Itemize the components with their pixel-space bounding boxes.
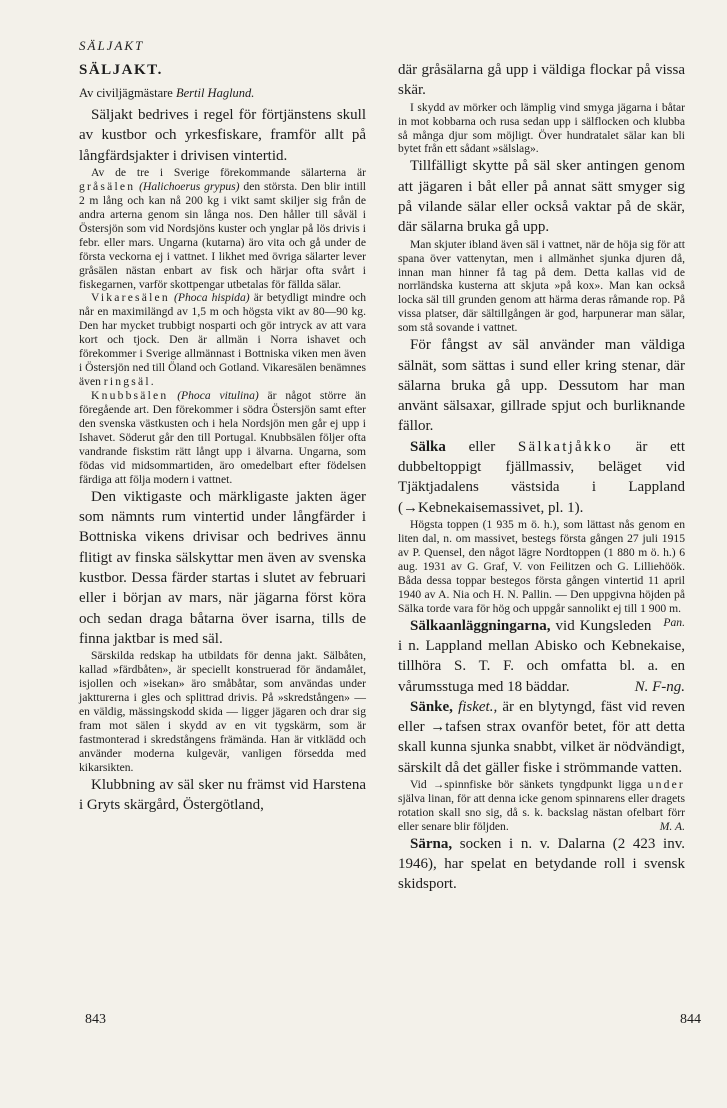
- sanke-category: fisket.,: [458, 698, 498, 715]
- byline: [79, 85, 366, 101]
- skjuter-paragraph: Man skjuter ibland även säl i vattnet, när de höja sig för att spana över vattenytan, men i allmänhet sjunka djuren då, innan man hinner få tag på dem. Detta kallas vid de norrländska kusterna att skjuta »på kox». Man kan också locka säl till grunden genom att härma deras råmande rop. På vissa platser, där sältillgången är god, harpunerar man sälar, som stå sovande i vattnet.: [398, 237, 685, 335]
- salkaanlaggningarna-signature: N. F-ng.: [634, 678, 685, 695]
- vikaresalen-paragraph: [79, 291, 366, 389]
- sanke-term: Sänke,: [410, 698, 453, 715]
- grasalen-latin: (Halichoerus grypus): [139, 179, 240, 193]
- salka-term: Sälka: [410, 438, 446, 455]
- left-column: [79, 62, 366, 815]
- page-number-right: 844: [680, 1012, 701, 1027]
- intro-paragraph: Säljakt bedrives i regel för förtjänstens skull av kustbor och yrkesfiskare, framför allt på långfärdsjakter i drivisen vintertid.: [79, 107, 366, 164]
- sanke-text: är en blytyngd, fäst vid reven eller →tafsen strax ovanför betet, för att detta skall kunna sjunka snabbt, vilket är nödvändigt, särskilt då det gäller fiske i strömmande vatten.: [398, 698, 685, 776]
- sanke-detail: [398, 778, 685, 834]
- running-head: SÄLJAKT: [79, 38, 145, 53]
- salka-signature: Pan.: [663, 615, 685, 629]
- grasalen-text: den största. Den blir intill 2 m lång och kan nå 200 kg i vikt samt skiljer sig från de andra arterna genom sin långa nos. Den håller till såväl i Östersjön som vid Nordsjöns kuster och ynglar på lös drivis i febr. eller mars. Ungarna (kutarna) äro vita och gå under de första veckorna ej i vattnet. I likhet med övriga sälarter lever gråsälen nästan enbart av fisk och härjar ofta svårt i fiskegarnen, varför skottpengar utbetalas för fällda sälar.: [79, 179, 367, 291]
- sanke-detail-a: Vid →spinnfiske bör sänkets tyngdpunkt ligga: [410, 777, 642, 791]
- sarna-text: socken i n. v. Dalarna (2 423 inv. 1946), har spelat en betydande roll i svensk skidsport.: [398, 835, 686, 893]
- byline-prefix: Av civiljägmästare: [79, 86, 173, 100]
- knubbsalen-term: Knubbsälen: [91, 389, 169, 403]
- salka-text: är ett dubbeltoppigt fjällmassiv, beläget vid Tjäktjadalens västsida i Lappland (→Kebnekaisemassivet, pl. 1).: [398, 438, 686, 516]
- klubbning-paragraph: Klubbning av säl sker nu främst vid Harstena i Gryts skärgård, Östergötland,: [79, 776, 366, 814]
- salka-entry: [398, 437, 685, 518]
- sarna-term: Särna,: [410, 835, 453, 852]
- right-column: [398, 60, 685, 895]
- species-intro: Av de tre i Sverige förekommande sälarterna är: [91, 165, 366, 179]
- sanke-signature: M. A.: [659, 819, 685, 833]
- salkaanlaggningarna-entry: [398, 616, 685, 697]
- salka-detail-text: Högsta toppen (1 935 m ö. h.), som lättast nås genom en liten dal, n. om massivet, bestegs första gången 27 juli 1915 av P. Quensel, den något lägre Nordtoppen (1 880 m ö. h.) 6 aug. 1931 av G. Graf, V. von Feilitzen och G. Lilliehöök. Båda dessa toppar bestegos första gången vintertid 11 april 1940 av A. Nia och H. N. Pallin. — Den uppgivna höjden på Sälka torde vara för hög och uppgår sannolikt ej till 1 900 m.: [398, 517, 685, 615]
- knubbsalen-paragraph: [79, 389, 366, 487]
- knubbsalen-text: är något större än föregående art. Den förekommer i södra Östersjön samt efter den svenska västkusten och i hela Nordsjön men går ej upp i Ishavet. Söderut går den till Portugal. Knubbsälen följer ofta vandrande fiskstim rätt långt upp i älvarna. Ungarna, som födas vid midsommartiden, äro omedelbart efter födelsen färdiga att följa modern i vattnet.: [79, 389, 366, 486]
- sanke-under: under: [647, 777, 685, 791]
- fangst-paragraph: För fångst av säl använder man väldiga sälnät, som sättas i sund eller kring stenar, där sälarna bruka gå upp. Dessutom har man använt sälsaxar, gillrade spjut och burliknande fällor.: [398, 337, 685, 435]
- salkatjakko-term: Sälkatjåkko: [517, 438, 613, 455]
- tillfallig-paragraph: Tillfälligt skytte på säl sker antingen genom att jägaren i båt eller på annat sätt smyger sig på vilande sälar eller också vaktar på de skär, där sälarna bruka gå upp.: [398, 158, 685, 236]
- darkness-paragraph: I skydd av mörker och lämplig vind smyga jägarna i båtar in mot kobbarna och rusa sedan upp i sälflocken och klubba så många djur som möjligt. Över hundratalet sälar kan bli bytet från ett sådant »sälslag».: [398, 100, 685, 156]
- grasalen-term: gråsälen: [79, 179, 136, 193]
- sarna-entry: [398, 834, 685, 895]
- salkaanlaggningarna-text: vid Kungsleden i n. Lappland mellan Abisko och Kebnekaise, tillhöra S. T. F. och omfatta bl. a. en vårumsstuga med 18 bäddar.: [398, 617, 685, 695]
- byline-author: Bertil Haglund.: [175, 86, 255, 100]
- article-headword: SÄLJAKT.: [79, 62, 163, 78]
- salkaanlaggningarna-term: Sälkaanläggningarna,: [410, 617, 551, 634]
- ringsal-term: ringsäl.: [103, 375, 156, 389]
- salka-or: eller: [468, 438, 496, 455]
- sanke-entry: [398, 697, 685, 778]
- vikaresalen-text: är betydligt mindre och når en maximilängd av 1,5 m och högsta vikt av 80—90 kg. Den har mycket trubbigt nosparti och gör intryck av att vara kort och tjock. Den är allmän i Norra ishavet och förekommer i Sverige allmännast i Bottniska viken men även i Östersjön ned till Öland och Gotland. Vikaresälen benämnes även: [79, 291, 366, 389]
- page-number-left: 843: [85, 1012, 106, 1027]
- grasalen-paragraph: [79, 166, 366, 292]
- sanke-detail-b: själva linan, för att denna icke genom spinnarens eller dragets rotation skall sno sig, då s. k. backslag nästan ofelbart förr eller senare blir följden.: [398, 791, 685, 833]
- continuation-paragraph: där gråsälarna gå upp i väldiga flockar på vissa skär.: [398, 62, 685, 99]
- main-paragraph: Den viktigaste och märkligaste jakten äger som nämnts rum vintertid under långfärder i Bottniska vikens drivisar och bedrives ännu flitigt av finska sälskyttar men även av svenska kustbor. Dessa färder startas i slutet av februari eller i början av mars, när jägarna först köra och sedan draga båtarna över isarna, tills de finna jaktbar is med säl.: [79, 488, 366, 647]
- vikaresalen-latin: (Phoca hispida): [174, 291, 250, 305]
- vikaresalen-term: Vikaresälen: [91, 291, 170, 305]
- knubbsalen-latin: (Phoca vitulina): [177, 389, 259, 403]
- equipment-paragraph: Särskilda redskap ha utbildats för denna jakt. Sälbåten, kallad »färdbåten», är speciellt konstruerad för ändamålet, isjollen och »isekan» äro småbåtar, som användas under jaktturerna i gles och splittrad drivis. På »skredstången» — en väldig, mässingskodd skida — ligger jägaren och drar sig fram mot sälen i skydd av en vit tygskärm, som är fastmonterad i skredstångens främända. Han är vitklädd och använder moderna kulgevär, vanligen försedda med kikarsikten.: [79, 649, 366, 774]
